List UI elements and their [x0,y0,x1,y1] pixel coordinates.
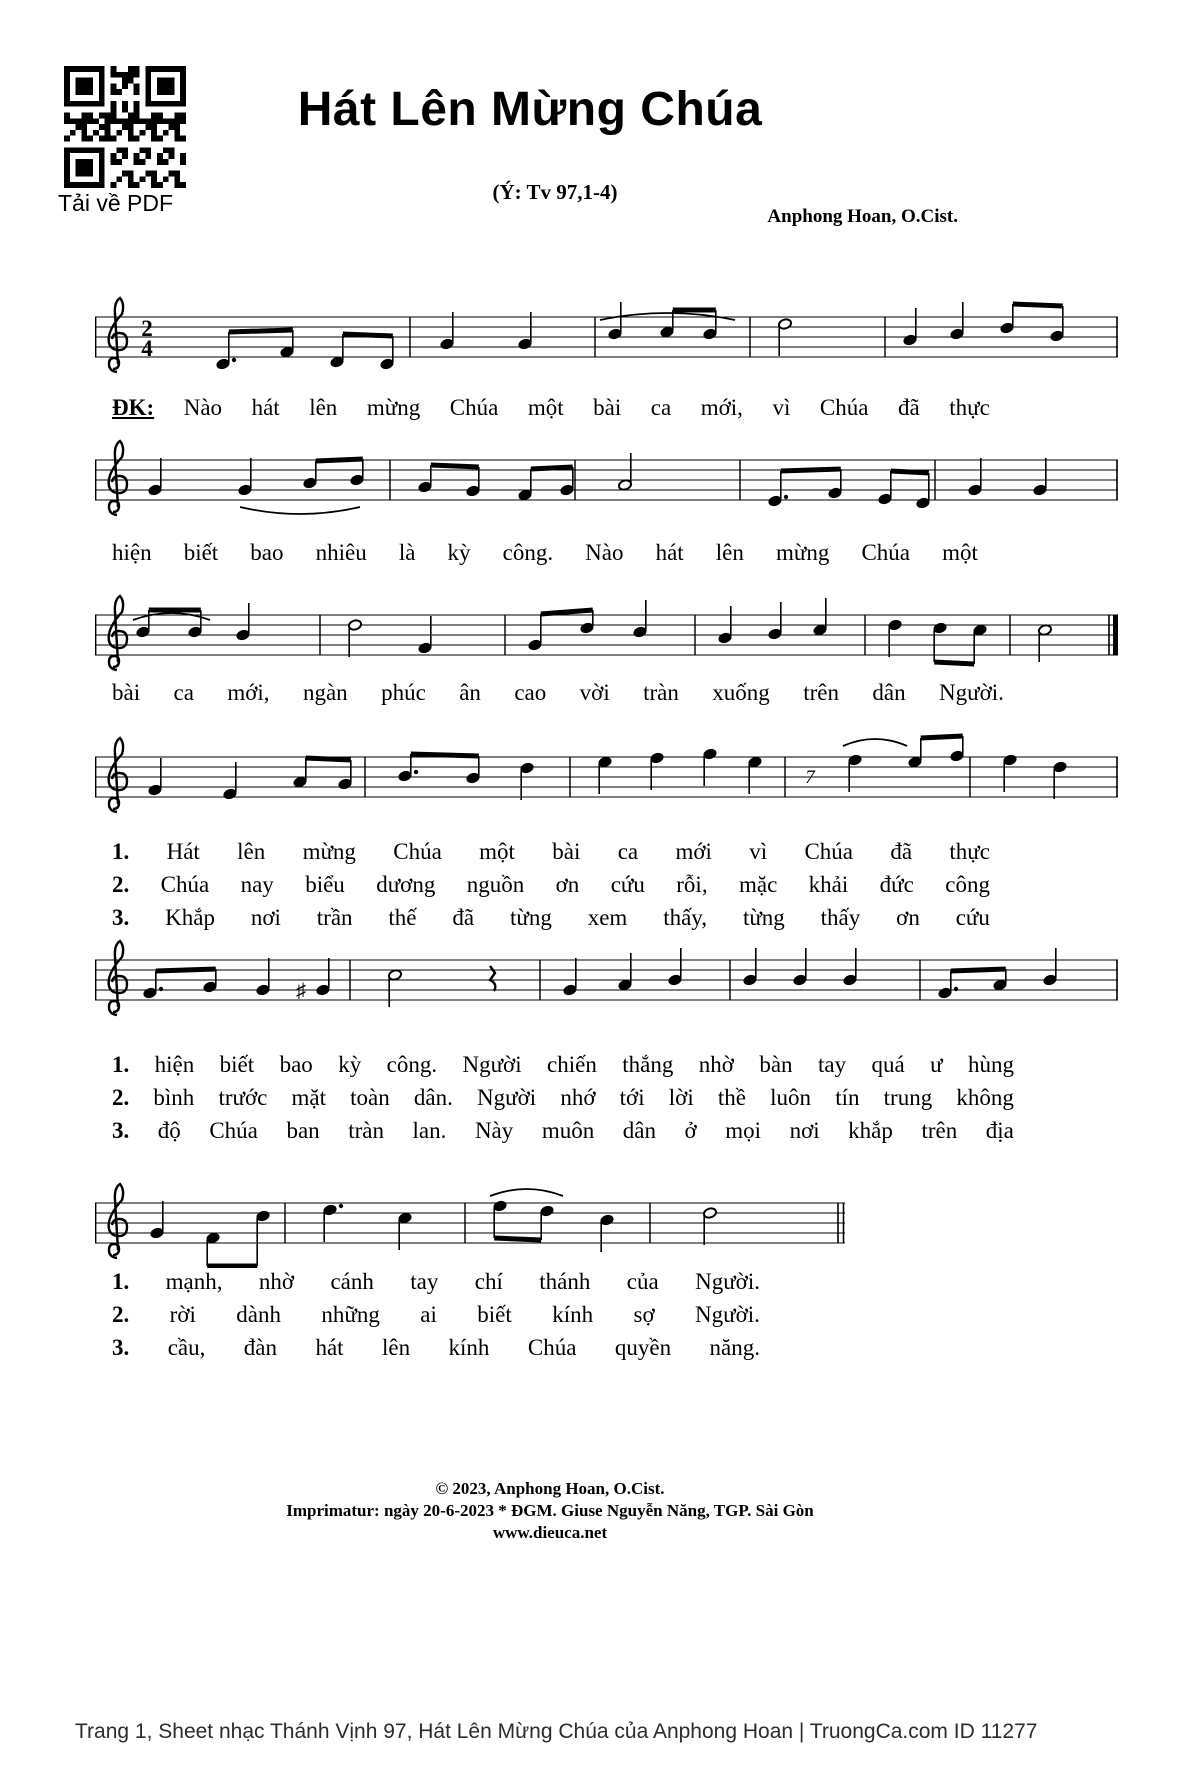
lyric-word: cánh [330,1269,374,1294]
lyric-word: Này [474,1118,514,1143]
refrain-line-2 [112,541,978,565]
refrain-label: ĐK: [112,395,155,420]
lyric-word: luôn [770,1085,812,1110]
lyric-word: dương [376,872,436,897]
lyric-word: Nào [585,540,624,565]
lyric-word: mặc [738,872,778,897]
lyric-word: biết [219,1052,255,1077]
lyric-word: bình [153,1085,195,1110]
lyric-word: hát [655,540,684,565]
lyric-word: kỳ [338,1052,362,1077]
lyric-word: Chúa [160,872,210,897]
verse-line [112,1119,1014,1143]
lyric-word: quá [871,1052,905,1077]
song-subtitle: (Ý: Tv 97,1-4) [492,180,618,204]
verse-line [112,1086,1014,1110]
verse-group-1 [112,840,990,930]
lyric-word: Chúa [527,1335,577,1360]
svg-text:2: 2 [141,316,153,341]
lyric-word: tràn [643,680,679,705]
lyric-word: bài [112,680,141,705]
lyric-word: trên [921,1118,958,1143]
lyric-word: hát [315,1335,344,1360]
imprimatur-line: Imprimatur: ngày 20-6-2023 * ĐGM. Giuse Nguyễn Năng, TGP. Sài Gòn [286,1501,814,1520]
lyric-word: lên [382,1335,411,1360]
verse-line [112,873,990,897]
lyric-word: thấy [820,905,861,930]
lyric-word: của [626,1269,659,1294]
lyric-word: cao [514,680,547,705]
lyric-word: không [956,1085,1014,1110]
lyric-word: biểu [305,872,345,897]
lyric-word: dân. [413,1085,453,1110]
lyric-word: nơi [789,1118,820,1143]
lyric-word: trước [218,1085,268,1110]
svg-text:♯: ♯ [296,980,306,1002]
lyric-word: thực [949,839,990,864]
lyric-word: hiện [112,540,152,565]
music-staff-2 [95,435,1118,525]
lyric-word: rời [169,1302,196,1327]
lyric-word: cầu, [167,1335,206,1360]
lyric-word: mới, [227,680,270,705]
lyric-word: tới [619,1085,645,1110]
lyric-word: Chúa [449,395,499,420]
lyric-word: một [942,540,978,565]
lyric-word: thề [717,1085,746,1110]
verse-number: 2. [112,1302,130,1327]
lyric-word: chiến [547,1052,597,1077]
lyric-word: Chúa [819,395,869,420]
lyric-word: ơn [896,905,920,930]
lyric-word: Người. [695,1302,760,1327]
verse-line [112,1336,760,1360]
lyric-word: kính [552,1302,594,1327]
lyric-word: cứu [610,872,645,897]
lyric-word: nhờ [258,1269,295,1294]
lyric-word: từng [509,905,552,930]
verse-group-3 [112,1270,760,1360]
lyric-word: đã [452,905,475,930]
lyric-word: lời [668,1085,694,1110]
lyric-word: bài [552,839,581,864]
lyric-word: bao [250,540,284,565]
lyric-word: kỳ [447,540,471,565]
lyric-word: khắp [848,1118,893,1143]
lyric-word: thực [949,395,990,420]
lyric-word: ai [420,1302,437,1327]
music-staff-4 [95,732,1118,822]
music-staff-3 [95,590,1118,680]
lyric-word: đã [897,395,920,420]
lyric-word: Hát [166,839,200,864]
composer-credit: Anphong Hoan, O.Cist. [767,206,958,227]
lyric-word: thắng [622,1052,674,1077]
lyric-word: mới [675,839,712,864]
lyric-word: nhớ [560,1085,596,1110]
lyric-word: ở [684,1118,697,1143]
lyric-word: vì [772,395,791,420]
lyric-word: vời [579,680,610,705]
lyric-word: Chúa [861,540,911,565]
lyric-word: lên [309,395,338,420]
lyric-word: ân [459,680,481,705]
lyric-word: địa [985,1118,1014,1143]
lyric-word: cứu [955,905,990,930]
verse-line [112,1303,760,1327]
lyric-word: lan. [412,1118,447,1143]
lyric-word: Người. [939,680,1004,705]
lyric-word: ban [286,1118,320,1143]
lyric-word: nhiêu [315,540,367,565]
lyric-word: vì [749,839,768,864]
lyric-word: biết [183,540,219,565]
lyric-word: Chúa [804,839,853,864]
verse-group-2 [112,1053,1014,1143]
lyric-word: mặt [291,1085,326,1110]
copyright-block [0,1478,1100,1544]
lyric-word: muôn [541,1118,595,1143]
lyric-word: đức [879,872,914,897]
lyric-word: hiện [154,1052,195,1077]
lyric-word: ư [930,1052,943,1077]
lyric-word: công. [502,540,554,565]
lyric-word: ca [617,839,639,864]
lyric-word: mạnh, [165,1269,223,1294]
lyric-word: bao [279,1052,313,1077]
svg-text:4: 4 [141,336,153,361]
lyric-word: một [527,395,564,420]
page-info-bar: Trang 1, Sheet nhạc Thánh Vịnh 97, Hát Lên Mừng Chúa của Anphong Hoan | TruongCa.com ID 11277 [75,1720,1038,1743]
lyric-word: khải [808,872,849,897]
lyric-word: ca [650,395,672,420]
lyric-word: đàn [243,1335,278,1360]
lyric-word: trung [883,1085,933,1110]
lyric-word: Chúa [393,839,442,864]
treble-clef-icon [109,1184,127,1258]
lyric-word: quyền [614,1335,672,1360]
treble-clef-icon [109,941,127,1015]
lyric-word: mới, [700,395,743,420]
song-title: Hát Lên Mừng Chúa [297,83,763,136]
lyric-word: lên [715,540,744,565]
lyric-word: biết [477,1302,512,1327]
lyric-word: rỗi, [676,872,708,897]
lyric-word: một [479,839,515,864]
lyric-word: nguồn [466,872,525,897]
lyric-word: chí [474,1269,503,1294]
treble-clef-icon [109,596,127,670]
lyric-word: nơi [250,905,281,930]
treble-clef-icon [109,738,127,812]
music-staff-5 [95,935,1118,1025]
lyric-word: tín [835,1085,860,1110]
lyric-word: mừng [776,540,830,565]
verse-number: 3. [112,1335,130,1360]
lyric-word: độ [157,1118,181,1143]
refrain-line-1 [112,396,990,420]
lyric-word: dân [622,1118,656,1143]
refrain-line-3 [112,681,1004,705]
verse-line [112,840,990,864]
treble-clef-icon [109,298,127,372]
lyric-word: hát [251,395,280,420]
verse-number: 1. [112,1052,130,1077]
lyric-word: năng. [709,1335,760,1360]
lyric-word: ngàn [302,680,348,705]
lyric-word: xem [587,905,628,930]
lyric-word: trần [316,905,353,930]
lyric-word: mừng [302,839,356,864]
lyric-word: dành [236,1302,281,1327]
lyric-word: đã [890,839,913,864]
lyric-word: Khắp [165,905,215,930]
lyric-word: là [398,540,416,565]
lyric-word: công [945,872,990,897]
verse-number: 2. [112,1085,130,1110]
lyric-word: công. [386,1052,438,1077]
verse-line [112,906,990,930]
lyric-word: thế [388,905,417,930]
qr-caption[interactable]: Tải về PDF [58,190,174,216]
lyric-word: thánh [539,1269,591,1294]
lyric-word: xuống [712,680,770,705]
lyric-word: Nào [183,395,223,420]
lyric-word: nay [240,872,274,897]
lyric-word: từng [742,905,785,930]
lyric-word: ơn [555,872,580,897]
lyric-word: Người [477,1085,537,1110]
music-staff-1 [95,292,1118,382]
lyric-word: toàn [350,1085,390,1110]
verse-line [112,1053,1014,1077]
verse-number: 3. [112,905,130,930]
lyric-word: phúc [381,680,426,705]
lyric-word: bài [593,395,622,420]
lyric-word: trên [803,680,839,705]
lyric-word: mừng [366,395,421,420]
lyric-word: lên [237,839,266,864]
lyric-word: dân [872,680,906,705]
lyric-word: tay [410,1269,439,1294]
lyric-word: sợ [633,1302,655,1327]
website-line: www.dieuca.net [492,1523,608,1542]
verse-number: 1. [112,839,130,864]
lyric-word: kính [448,1335,490,1360]
lyric-word: Người. [695,1269,760,1294]
lyric-word: mọi [725,1118,762,1143]
lyric-word: những [321,1302,380,1327]
svg-text:7: 7 [805,767,815,788]
verse-number: 3. [112,1118,130,1143]
lyric-word: bàn [759,1052,793,1077]
verse-line [112,1270,760,1294]
verse-number: 2. [112,872,130,897]
lyric-word: thấy, [663,905,708,930]
lyric-word: ca [173,680,194,705]
lyric-word: tràn [348,1118,384,1143]
lyric-word: hùng [967,1052,1014,1077]
music-staff-6 [95,1178,845,1268]
lyric-word: Chúa [209,1118,258,1143]
lyric-word: nhờ [698,1052,734,1077]
treble-clef-icon [109,441,127,515]
lyric-word: tay [817,1052,847,1077]
verse-number: 1. [112,1269,130,1294]
copyright-line: © 2023, Anphong Hoan, O.Cist. [435,1479,665,1498]
lyric-word: Người [462,1052,522,1077]
